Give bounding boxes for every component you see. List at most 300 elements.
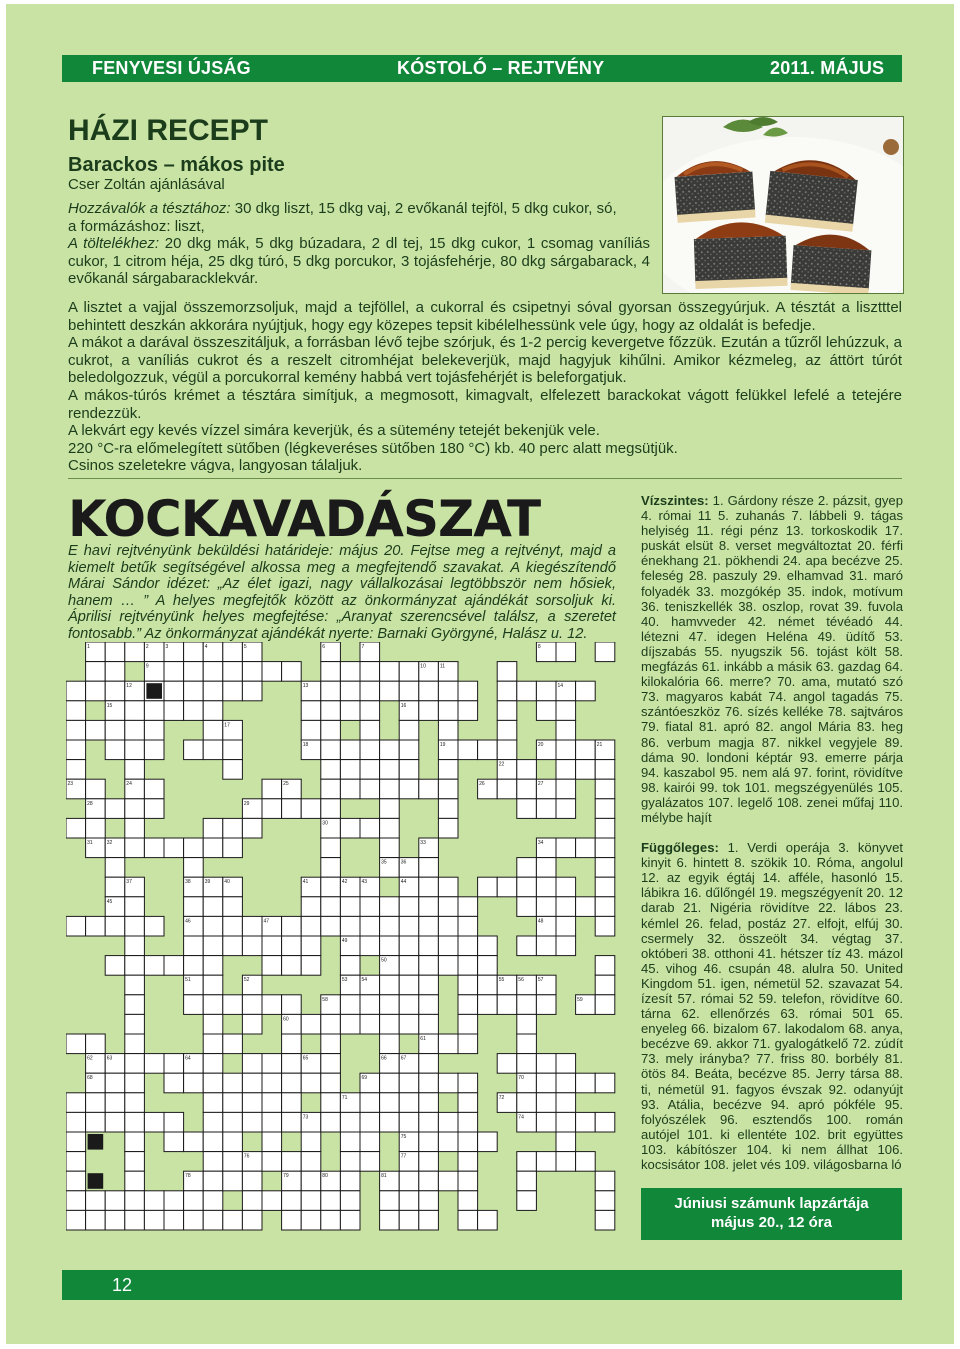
grid-cell[interactable]: [125, 975, 145, 995]
grid-cell[interactable]: [262, 1073, 282, 1093]
grid-cell[interactable]: [203, 1014, 223, 1034]
grid-cell[interactable]: [399, 1014, 419, 1034]
grid-cell[interactable]: [340, 1152, 360, 1172]
grid-cell[interactable]: [340, 760, 360, 780]
grid-cell[interactable]: [86, 1093, 106, 1113]
grid-cell[interactable]: [438, 720, 458, 740]
grid-cell[interactable]: [164, 1112, 184, 1132]
grid-cell[interactable]: [340, 1191, 360, 1211]
grid-cell[interactable]: [517, 877, 537, 897]
grid-cell[interactable]: [262, 662, 282, 682]
grid-cell[interactable]: [360, 995, 380, 1015]
grid-cell[interactable]: [86, 1034, 106, 1054]
grid-cell[interactable]: [321, 1034, 341, 1054]
grid-cell[interactable]: [517, 681, 537, 701]
grid-cell[interactable]: [478, 1210, 498, 1230]
grid-cell[interactable]: [86, 916, 106, 936]
grid-cell[interactable]: [242, 1171, 262, 1191]
grid-cell[interactable]: [203, 1210, 223, 1230]
grid-cell[interactable]: [576, 740, 596, 760]
grid-cell[interactable]: [223, 662, 243, 682]
grid-cell[interactable]: [419, 858, 439, 878]
grid-cell[interactable]: [399, 916, 419, 936]
grid-cell[interactable]: [125, 1171, 145, 1191]
grid-cell[interactable]: [242, 1093, 262, 1113]
grid-cell[interactable]: [223, 1073, 243, 1093]
grid-cell[interactable]: [321, 838, 341, 858]
grid-cell[interactable]: [380, 779, 400, 799]
grid-cell[interactable]: [203, 1034, 223, 1054]
grid-cell[interactable]: [536, 1093, 556, 1113]
grid-cell[interactable]: [86, 681, 106, 701]
grid-cell[interactable]: [438, 1034, 458, 1054]
grid-cell[interactable]: [458, 1034, 478, 1054]
grid-cell[interactable]: [321, 1112, 341, 1132]
grid-cell[interactable]: [321, 720, 341, 740]
grid-cell[interactable]: [595, 995, 615, 1015]
grid-cell[interactable]: [144, 1112, 164, 1132]
grid-cell[interactable]: [321, 1093, 341, 1113]
grid-cell[interactable]: [223, 995, 243, 1015]
grid-cell[interactable]: [321, 662, 341, 682]
grid-cell[interactable]: [144, 799, 164, 819]
grid-cell[interactable]: [184, 838, 204, 858]
grid-cell[interactable]: [556, 1112, 576, 1132]
grid-cell[interactable]: [242, 681, 262, 701]
grid-cell[interactable]: [360, 779, 380, 799]
grid-cell[interactable]: [125, 740, 145, 760]
grid-cell[interactable]: [556, 1093, 576, 1113]
grid-cell[interactable]: [517, 1191, 537, 1211]
grid-cell[interactable]: [125, 701, 145, 721]
grid-cell[interactable]: [380, 1191, 400, 1211]
grid-cell[interactable]: [66, 818, 86, 838]
grid-cell[interactable]: [66, 1210, 86, 1230]
grid-cell[interactable]: [321, 858, 341, 878]
grid-cell[interactable]: [66, 1191, 86, 1211]
grid-cell[interactable]: [399, 1191, 419, 1211]
grid-cell[interactable]: [380, 1112, 400, 1132]
grid-cell[interactable]: [282, 662, 302, 682]
grid-cell[interactable]: [360, 662, 380, 682]
grid-cell[interactable]: [301, 1152, 321, 1172]
grid-cell[interactable]: [282, 1054, 302, 1074]
grid-cell[interactable]: [144, 1210, 164, 1230]
grid-cell[interactable]: [536, 936, 556, 956]
grid-cell[interactable]: [380, 662, 400, 682]
grid-cell[interactable]: [66, 740, 86, 760]
grid-cell[interactable]: [105, 1191, 125, 1211]
grid-cell[interactable]: [517, 995, 537, 1015]
grid-cell[interactable]: [184, 995, 204, 1015]
grid-cell[interactable]: [282, 1191, 302, 1211]
grid-cell[interactable]: [184, 897, 204, 917]
grid-cell[interactable]: [282, 995, 302, 1015]
grid-cell[interactable]: [340, 662, 360, 682]
grid-cell[interactable]: [321, 1054, 341, 1074]
grid-cell[interactable]: [360, 760, 380, 780]
grid-cell[interactable]: [105, 740, 125, 760]
grid-cell[interactable]: [203, 975, 223, 995]
grid-cell[interactable]: [321, 1191, 341, 1211]
grid-cell[interactable]: [380, 838, 400, 858]
grid-cell[interactable]: [164, 1073, 184, 1093]
grid-cell[interactable]: [105, 1073, 125, 1093]
grid-cell[interactable]: [144, 740, 164, 760]
grid-cell[interactable]: [517, 897, 537, 917]
grid-cell[interactable]: [556, 799, 576, 819]
grid-cell[interactable]: [458, 701, 478, 721]
grid-cell[interactable]: [105, 799, 125, 819]
grid-cell[interactable]: [184, 740, 204, 760]
grid-cell[interactable]: [595, 877, 615, 897]
grid-cell[interactable]: [478, 740, 498, 760]
grid-cell[interactable]: [340, 701, 360, 721]
grid-cell[interactable]: [144, 720, 164, 740]
grid-cell[interactable]: [301, 1171, 321, 1191]
grid-cell[interactable]: [223, 818, 243, 838]
grid-cell[interactable]: [438, 1112, 458, 1132]
grid-cell[interactable]: [144, 956, 164, 976]
grid-cell[interactable]: [556, 1132, 576, 1152]
grid-cell[interactable]: [340, 995, 360, 1015]
grid-cell[interactable]: [125, 1034, 145, 1054]
grid-cell[interactable]: [184, 956, 204, 976]
grid-cell[interactable]: [458, 681, 478, 701]
grid-cell[interactable]: [203, 818, 223, 838]
grid-cell[interactable]: [399, 720, 419, 740]
grid-cell[interactable]: [360, 720, 380, 740]
grid-cell[interactable]: [105, 720, 125, 740]
grid-cell[interactable]: [536, 799, 556, 819]
grid-cell[interactable]: [223, 897, 243, 917]
grid-cell[interactable]: [223, 916, 243, 936]
grid-cell[interactable]: [419, 1014, 439, 1034]
grid-cell[interactable]: [340, 1112, 360, 1132]
grid-cell[interactable]: [184, 701, 204, 721]
grid-cell[interactable]: [86, 720, 106, 740]
grid-cell[interactable]: [380, 1073, 400, 1093]
grid-cell[interactable]: [576, 681, 596, 701]
grid-cell[interactable]: [223, 1112, 243, 1132]
grid-cell[interactable]: [517, 779, 537, 799]
grid-cell[interactable]: [438, 1132, 458, 1152]
grid-cell[interactable]: [125, 838, 145, 858]
grid-cell[interactable]: [321, 1210, 341, 1230]
grid-cell[interactable]: [340, 1210, 360, 1230]
grid-cell[interactable]: [517, 1034, 537, 1054]
grid-cell[interactable]: [66, 1034, 86, 1054]
grid-cell[interactable]: [399, 760, 419, 780]
grid-cell[interactable]: [399, 897, 419, 917]
grid-cell[interactable]: [419, 936, 439, 956]
grid-cell[interactable]: [478, 956, 498, 976]
grid-cell[interactable]: [595, 799, 615, 819]
grid-cell[interactable]: [125, 720, 145, 740]
grid-cell[interactable]: [595, 897, 615, 917]
grid-cell[interactable]: [125, 897, 145, 917]
grid-cell[interactable]: [144, 1191, 164, 1211]
grid-cell[interactable]: [399, 1093, 419, 1113]
grid-cell[interactable]: [223, 740, 243, 760]
grid-cell[interactable]: [497, 720, 517, 740]
grid-cell[interactable]: [301, 720, 321, 740]
grid-cell[interactable]: [458, 1073, 478, 1093]
grid-cell[interactable]: [576, 897, 596, 917]
grid-cell[interactable]: [262, 799, 282, 819]
grid-cell[interactable]: [497, 779, 517, 799]
grid-cell[interactable]: [595, 858, 615, 878]
grid-cell[interactable]: [536, 1112, 556, 1132]
grid-cell[interactable]: [242, 1112, 262, 1132]
grid-cell[interactable]: [105, 877, 125, 897]
grid-cell[interactable]: [556, 740, 576, 760]
grid-cell[interactable]: [203, 936, 223, 956]
grid-cell[interactable]: [438, 779, 458, 799]
grid-cell[interactable]: [203, 681, 223, 701]
grid-cell[interactable]: [321, 740, 341, 760]
grid-cell[interactable]: [184, 1210, 204, 1230]
grid-cell[interactable]: [105, 681, 125, 701]
grid-cell[interactable]: [419, 681, 439, 701]
grid-cell[interactable]: [184, 936, 204, 956]
grid-cell[interactable]: [125, 1054, 145, 1074]
grid-cell[interactable]: [595, 1210, 615, 1230]
grid-cell[interactable]: [125, 1112, 145, 1132]
grid-cell[interactable]: [321, 681, 341, 701]
grid-cell[interactable]: [478, 877, 498, 897]
grid-cell[interactable]: [380, 681, 400, 701]
grid-cell[interactable]: [419, 1152, 439, 1172]
grid-cell[interactable]: [399, 779, 419, 799]
grid-cell[interactable]: [360, 916, 380, 936]
grid-cell[interactable]: [301, 1191, 321, 1211]
grid-cell[interactable]: [380, 760, 400, 780]
grid-cell[interactable]: [301, 1014, 321, 1034]
grid-cell[interactable]: [360, 681, 380, 701]
grid-cell[interactable]: [438, 1171, 458, 1191]
grid-cell[interactable]: [105, 1093, 125, 1113]
grid-cell[interactable]: [125, 1014, 145, 1034]
grid-cell[interactable]: [438, 1073, 458, 1093]
grid-cell[interactable]: [86, 1112, 106, 1132]
grid-cell[interactable]: [164, 838, 184, 858]
grid-cell[interactable]: [301, 956, 321, 976]
grid-cell[interactable]: [438, 701, 458, 721]
grid-cell[interactable]: [556, 1152, 576, 1172]
grid-cell[interactable]: [380, 740, 400, 760]
grid-cell[interactable]: [144, 779, 164, 799]
grid-cell[interactable]: [419, 1093, 439, 1113]
grid-cell[interactable]: [438, 936, 458, 956]
grid-cell[interactable]: [282, 799, 302, 819]
grid-cell[interactable]: [203, 956, 223, 976]
grid-cell[interactable]: [478, 936, 498, 956]
grid-cell[interactable]: [478, 1132, 498, 1152]
grid-cell[interactable]: [595, 642, 615, 662]
grid-cell[interactable]: [203, 1132, 223, 1152]
grid-cell[interactable]: [66, 1132, 86, 1152]
grid-cell[interactable]: [399, 936, 419, 956]
grid-cell[interactable]: [458, 740, 478, 760]
grid-cell[interactable]: [242, 1210, 262, 1230]
grid-cell[interactable]: [223, 1132, 243, 1152]
grid-cell[interactable]: [203, 1191, 223, 1211]
grid-cell[interactable]: [66, 1171, 86, 1191]
grid-cell[interactable]: [458, 1093, 478, 1113]
grid-cell[interactable]: [301, 701, 321, 721]
grid-cell[interactable]: [458, 1014, 478, 1034]
grid-cell[interactable]: [556, 936, 576, 956]
grid-cell[interactable]: [340, 916, 360, 936]
grid-cell[interactable]: [517, 936, 537, 956]
grid-cell[interactable]: [125, 1152, 145, 1172]
grid-cell[interactable]: [125, 760, 145, 780]
grid-cell[interactable]: [458, 1171, 478, 1191]
grid-cell[interactable]: [595, 818, 615, 838]
grid-cell[interactable]: [184, 1191, 204, 1211]
grid-cell[interactable]: [360, 1112, 380, 1132]
grid-cell[interactable]: [576, 1073, 596, 1093]
grid-cell[interactable]: [125, 1210, 145, 1230]
grid-cell[interactable]: [242, 1191, 262, 1211]
grid-cell[interactable]: [595, 1112, 615, 1132]
grid-cell[interactable]: [438, 877, 458, 897]
grid-cell[interactable]: [86, 779, 106, 799]
grid-cell[interactable]: [184, 1073, 204, 1093]
grid-cell[interactable]: [223, 642, 243, 662]
grid-cell[interactable]: [595, 1171, 615, 1191]
grid-cell[interactable]: [438, 897, 458, 917]
grid-cell[interactable]: [576, 838, 596, 858]
grid-cell[interactable]: [556, 1054, 576, 1074]
grid-cell[interactable]: [66, 1152, 86, 1172]
grid-cell[interactable]: [556, 779, 576, 799]
grid-cell[interactable]: [497, 995, 517, 1015]
grid-cell[interactable]: [203, 1152, 223, 1172]
grid-cell[interactable]: [360, 701, 380, 721]
grid-cell[interactable]: [105, 662, 125, 682]
grid-cell[interactable]: [301, 916, 321, 936]
grid-cell[interactable]: [262, 1191, 282, 1211]
grid-cell[interactable]: [536, 1073, 556, 1093]
grid-cell[interactable]: [399, 662, 419, 682]
grid-cell[interactable]: [536, 681, 556, 701]
grid-cell[interactable]: [360, 1093, 380, 1113]
grid-cell[interactable]: [105, 1112, 125, 1132]
grid-cell[interactable]: [536, 701, 556, 721]
grid-cell[interactable]: [458, 1152, 478, 1172]
grid-cell[interactable]: [125, 818, 145, 838]
grid-cell[interactable]: [125, 1073, 145, 1093]
grid-cell[interactable]: [419, 1112, 439, 1132]
grid-cell[interactable]: [340, 779, 360, 799]
grid-cell[interactable]: [536, 877, 556, 897]
grid-cell[interactable]: [380, 1210, 400, 1230]
grid-cell[interactable]: [595, 1073, 615, 1093]
grid-cell[interactable]: [105, 956, 125, 976]
grid-cell[interactable]: [321, 916, 341, 936]
grid-cell[interactable]: [438, 760, 458, 780]
grid-cell[interactable]: [458, 916, 478, 936]
grid-cell[interactable]: [497, 662, 517, 682]
grid-cell[interactable]: [184, 858, 204, 878]
grid-cell[interactable]: [438, 818, 458, 838]
grid-cell[interactable]: [242, 1054, 262, 1074]
grid-cell[interactable]: [517, 1054, 537, 1074]
grid-cell[interactable]: [321, 799, 341, 819]
grid-cell[interactable]: [399, 1210, 419, 1230]
grid-cell[interactable]: [164, 1191, 184, 1211]
grid-cell[interactable]: [301, 1073, 321, 1093]
grid-cell[interactable]: [438, 956, 458, 976]
grid-cell[interactable]: [223, 1171, 243, 1191]
grid-cell[interactable]: [360, 897, 380, 917]
grid-cell[interactable]: [576, 1112, 596, 1132]
grid-cell[interactable]: [399, 740, 419, 760]
grid-cell[interactable]: [399, 1112, 419, 1132]
grid-cell[interactable]: [556, 720, 576, 740]
grid-cell[interactable]: [419, 779, 439, 799]
grid-cell[interactable]: [144, 1054, 164, 1074]
grid-cell[interactable]: [301, 1210, 321, 1230]
grid-cell[interactable]: [203, 1073, 223, 1093]
grid-cell[interactable]: [340, 818, 360, 838]
grid-cell[interactable]: [66, 760, 86, 780]
grid-cell[interactable]: [556, 877, 576, 897]
grid-cell[interactable]: [517, 1171, 537, 1191]
grid-cell[interactable]: [556, 916, 576, 936]
grid-cell[interactable]: [125, 916, 145, 936]
grid-cell[interactable]: [282, 936, 302, 956]
grid-cell[interactable]: [419, 1054, 439, 1074]
grid-cell[interactable]: [125, 1132, 145, 1152]
grid-cell[interactable]: [66, 1112, 86, 1132]
grid-cell[interactable]: [419, 877, 439, 897]
grid-cell[interactable]: [301, 1132, 321, 1152]
grid-cell[interactable]: [497, 740, 517, 760]
grid-cell[interactable]: [282, 1073, 302, 1093]
grid-cell[interactable]: [380, 1014, 400, 1034]
grid-cell[interactable]: [164, 956, 184, 976]
grid-cell[interactable]: [556, 1073, 576, 1093]
grid-cell[interactable]: [66, 681, 86, 701]
grid-cell[interactable]: [399, 681, 419, 701]
grid-cell[interactable]: [380, 936, 400, 956]
grid-cell[interactable]: [517, 1152, 537, 1172]
grid-cell[interactable]: [458, 995, 478, 1015]
grid-cell[interactable]: [262, 956, 282, 976]
grid-cell[interactable]: [105, 642, 125, 662]
grid-cell[interactable]: [360, 1132, 380, 1152]
grid-cell[interactable]: [536, 995, 556, 1015]
grid-cell[interactable]: [399, 975, 419, 995]
grid-cell[interactable]: [184, 662, 204, 682]
grid-cell[interactable]: [301, 799, 321, 819]
grid-cell[interactable]: [536, 858, 556, 878]
grid-cell[interactable]: [438, 799, 458, 819]
grid-cell[interactable]: [419, 1191, 439, 1211]
grid-cell[interactable]: [86, 1210, 106, 1230]
grid-cell[interactable]: [478, 995, 498, 1015]
grid-cell[interactable]: [497, 877, 517, 897]
grid-cell[interactable]: [203, 1112, 223, 1132]
grid-cell[interactable]: [340, 681, 360, 701]
grid-cell[interactable]: [321, 701, 341, 721]
grid-cell[interactable]: [184, 642, 204, 662]
grid-cell[interactable]: [517, 799, 537, 819]
grid-cell[interactable]: [262, 1112, 282, 1132]
